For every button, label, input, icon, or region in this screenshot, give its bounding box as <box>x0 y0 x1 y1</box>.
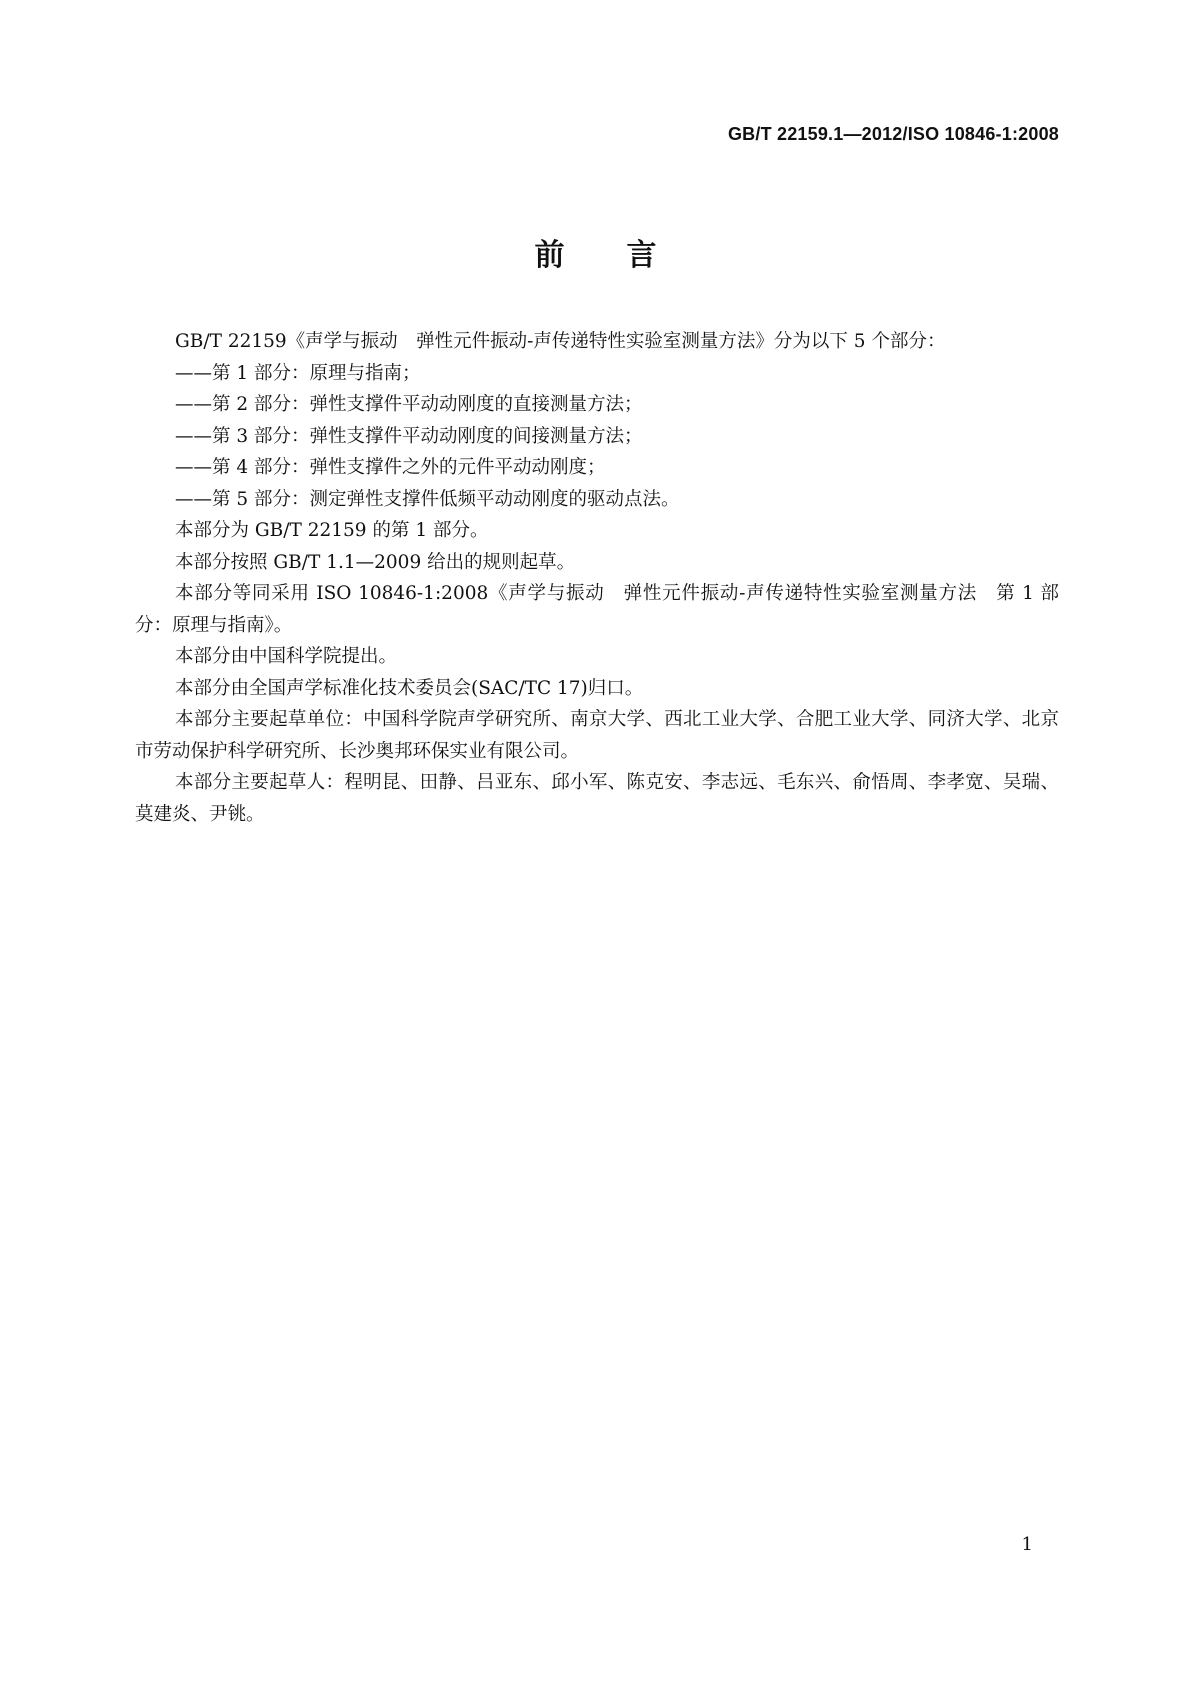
list-item-part-5: ——第 5 部分：测定弹性支撑件低频平动动刚度的驱动点法。 <box>175 488 680 510</box>
paragraph-iso-equivalence: 本部分等同采用 ISO 10846-1:2008《声学与振动 弹性元件振动-声传递特性实验室测量方法 第 1 部分：原理与指南》。 <box>135 583 1059 636</box>
paragraph-parts-intro: GB/T 22159《声学与振动 弹性元件振动-声传递特性实验室测量方法》分为以下 5 个部分： <box>175 331 946 352</box>
list-item-part-3: ——第 3 部分：弹性支撑件平动动刚度的间接测量方法； <box>175 425 643 447</box>
standard-code-header: GB/T 22159.1—2012/ISO 10846-1:2008 <box>727 124 1059 144</box>
paragraph-part-number: 本部分为 GB/T 22159 的第 1 部分。 <box>175 520 489 541</box>
list-item-part-1: ——第 1 部分：原理与指南； <box>175 362 421 384</box>
list-item-part-2: ——第 2 部分：弹性支撑件平动动刚度的直接测量方法； <box>175 394 643 415</box>
list-item-part-4: ——第 4 部分：弹性支撑件之外的元件平动动刚度； <box>175 457 606 478</box>
paragraph-committee: 本部分由全国声学标准化技术委员会(SAC/TC 17)归口。 <box>175 677 644 699</box>
page-number: 1 <box>1021 1534 1033 1555</box>
paragraph-proposer: 本部分由中国科学院提出。 <box>175 646 398 667</box>
paragraph-drafting-rules: 本部分按照 GB/T 1.1—2009 给出的规则起草。 <box>175 551 576 573</box>
page-title: 前言 <box>534 238 719 273</box>
foreword-body <box>135 326 1059 830</box>
paragraph-drafting-units: 本部分主要起草单位：中国科学院声学研究所、南京大学、西北工业大学、合肥工业大学、同济大学、北京市劳动保护科学研究所、长沙奥邦环保实业有限公司。 <box>135 709 1059 762</box>
paragraph-drafters: 本部分主要起草人：程明昆、田静、吕亚东、邱小军、陈克安、李志远、毛东兴、俞悟周、李孝宽、吴瑞、莫建炎、尹铫。 <box>135 772 1059 825</box>
